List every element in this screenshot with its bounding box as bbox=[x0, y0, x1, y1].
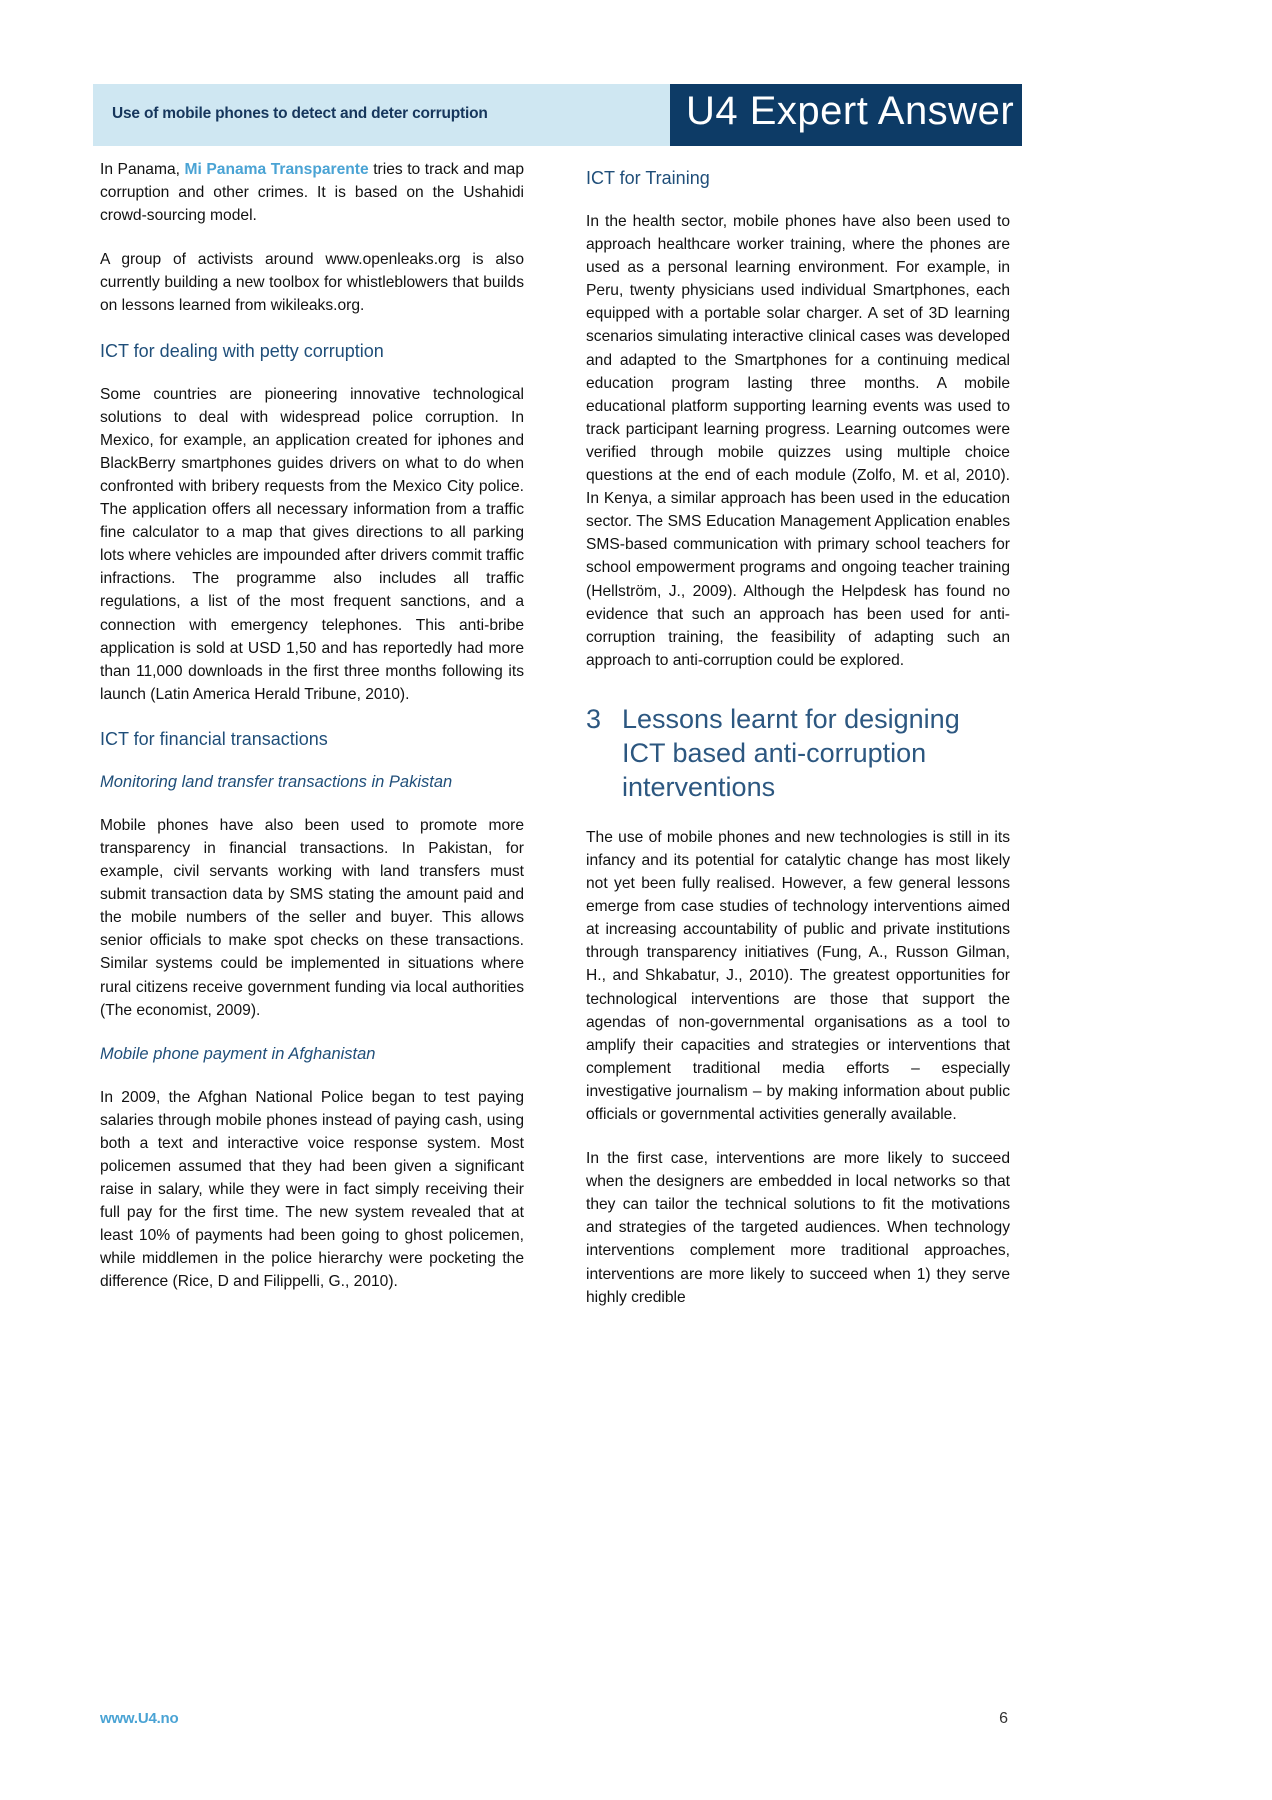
section-number: 3 bbox=[586, 703, 602, 734]
right-column bbox=[586, 158, 1010, 1309]
heading-section-3 bbox=[586, 702, 1010, 804]
paragraph-afghanistan: In 2009, the Afghan National Police began to test paying salaries through mobile phones instead of paying cash, using both a text and interactive voice response system. Most policemen assumed that they had been given a significant raise in salary, while they were in fact simply receiving their full pay for the first time. The new system revealed that at least 10% of payments had been going to ghost policemen, while middlemen in the police hierarchy were pocketing the difference (Rice, D and Filippelli, G., 2010). bbox=[100, 1088, 524, 1291]
page-header bbox=[0, 84, 1272, 146]
paragraph-panama bbox=[100, 158, 524, 227]
page-number: 6 bbox=[999, 1710, 1008, 1727]
paragraph-health-training: In the health sector, mobile phones have also been used to approach healthcare worker training, where the phones are used as a personal learning environment. For example, in Peru, twenty physicians used individual Smartphones, each equipped with a portable solar charger. A set of 3D learning scenarios simulating interactive clinical cases was developed and adapted to the Smartphones for a continuing medical education program lasting three months. A mobile educational platform supporting learning events was used to track participant learning progress. Learning outcomes were verified through mobile quizzes using multiple choice questions at the end of each module (Zolfo, M. et al, 2010). In Kenya, a similar approach has been used in the education sector. The SMS Education Management Application enables SMS-based communication with primary school teachers for school empowerment programs and ongoing teacher training (Hellström, J., 2009). Although the Helpdesk has found no evidence that such an approach has been used for anti-corruption training, the feasibility of adapting such an approach to anti-corruption could be explored. bbox=[586, 213, 1010, 669]
brand-title: U4 Expert Answer bbox=[686, 89, 1015, 133]
paragraph-pakistan: Mobile phones have also been used to promote more transparency in financial transactions. In Pakistan, for example, civil servants working with land transfers must submit transaction data by SMS stating the amount paid and the mobile numbers of the seller and buyer. This allows senior officials to make spot checks on these transactions. Similar systems could be implemented in situations where rural citizens receive government funding via local authorities (The economist, 2009). bbox=[100, 816, 524, 1019]
heading-ict-petty-corruption: ICT for dealing with petty corruption bbox=[100, 340, 384, 361]
panama-text-after: tries to track and map corruption and other crimes. It is based on the Ushahidi crowd-sourcing model. bbox=[100, 161, 524, 225]
mi-panama-transparente-link[interactable]: Mi Panama Transparente bbox=[184, 161, 369, 178]
heading-pakistan-land-transfer: Monitoring land transfer transactions in Pakistan bbox=[100, 772, 453, 791]
two-column-body bbox=[0, 158, 1272, 1638]
heading-afghanistan-payment: Mobile phone payment in Afghanistan bbox=[100, 1044, 376, 1063]
panama-text-before: In Panama, bbox=[100, 161, 185, 178]
running-header-title: Use of mobile phones to detect and deter corruption bbox=[112, 105, 488, 122]
paragraph-lessons-intro: The use of mobile phones and new technologies is still in its infancy and its potential for catalytic change has most likely not yet been fully realised. However, a few general lessons emerge from case studies of technology interventions aimed at increasing accountability of public and private institutions through transparency initiatives (Fung, A., Russon Gilman, H., and Shkabatur, J., 2010). The greatest opportunities for technological interventions are those that support the agendas of non-governmental organisations as a tool to amplify their capacities and strategies or interventions that complement traditional media efforts – especially investigative journalism – by making information about public officials or governmental activities generally available. bbox=[586, 828, 1010, 1123]
paragraph-mexico-app: Some countries are pioneering innovative technological solutions to deal with widespread police corruption. In Mexico, for example, an application created for iphones and BlackBerry smartphones guides drivers on what to do when confronted with bribery requests from the Mexico City police. The application offers all necessary information from a traffic fine calculator to a map that gives directions to all parking lots where vehicles are impounded after drivers commit traffic infractions. The programme also includes all traffic regulations, a list of the most frequent sanctions, and a connection with emergency telephones. This anti-bribe application is sold at USD 1,50 and has reportedly had more than 11,000 downloads in the first three months following its launch (Latin America Herald Tribune, 2010). bbox=[100, 385, 524, 703]
heading-ict-training: ICT for Training bbox=[586, 168, 710, 188]
paragraph-first-case: In the first case, interventions are more likely to succeed when the designers are embedded in local networks so that they can tailor the technical solutions to fit the motivations and strategies of the targeted audiences. When technology interventions complement more traditional approaches, interventions are more likely to succeed when 1) they serve highly credible bbox=[586, 1150, 1010, 1306]
footer-website-link[interactable]: www.U4.no bbox=[100, 1710, 179, 1727]
section-title: Lessons learnt for designing ICT based anti-corruption interventions bbox=[622, 703, 960, 802]
page-footer bbox=[100, 1710, 1008, 1740]
paragraph-openleaks: A group of activists around www.openleaks.org is also currently building a new toolbox for whistleblowers that builds on lessons learned from wikileaks.org. bbox=[100, 251, 524, 315]
left-column bbox=[100, 158, 524, 1294]
heading-ict-financial-transactions: ICT for financial transactions bbox=[100, 728, 328, 749]
